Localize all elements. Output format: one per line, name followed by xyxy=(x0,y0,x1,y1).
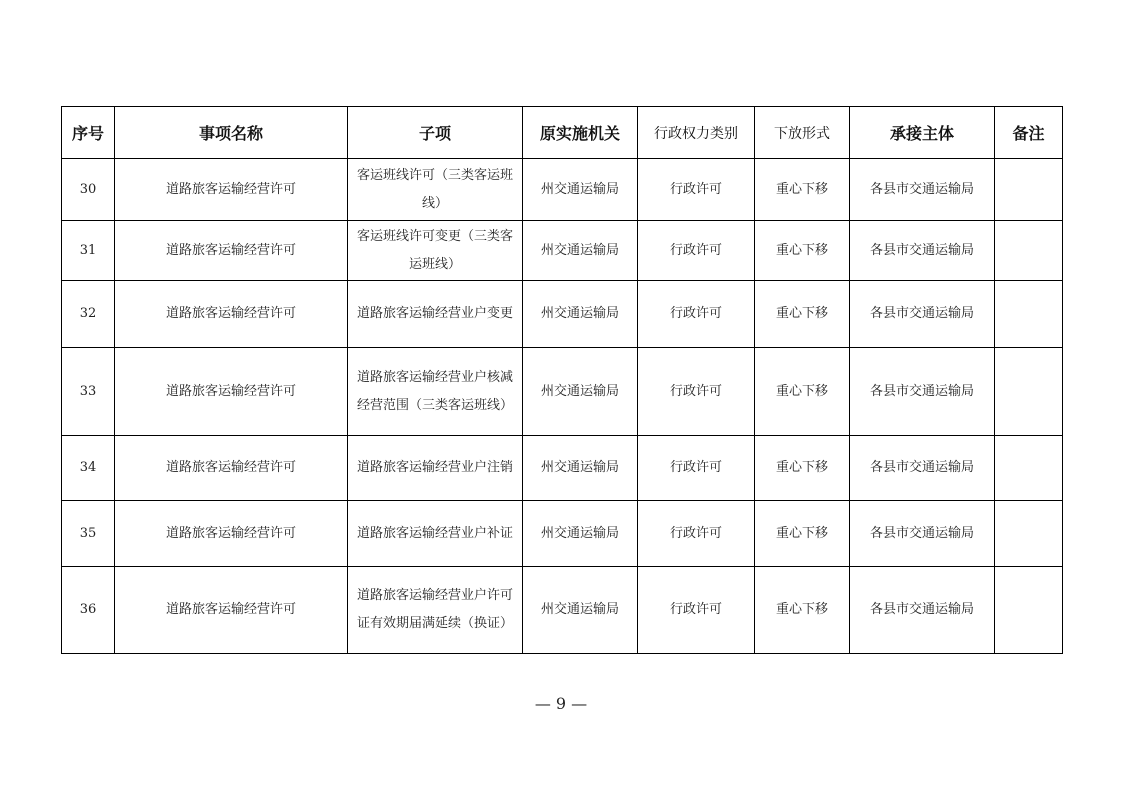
cell-category: 行政许可 xyxy=(638,281,755,348)
cell-note xyxy=(995,159,1063,221)
cell-note xyxy=(995,281,1063,348)
cell-receiver: 各县市交通运输局 xyxy=(850,567,995,654)
cell-agency: 州交通运输局 xyxy=(523,281,638,348)
table-row xyxy=(62,348,1063,436)
cell-sub-item: 道路旅客运输经营业户许可证有效期届满延续（换证） xyxy=(348,567,523,654)
cell-form: 重心下移 xyxy=(755,501,850,567)
cell-agency: 州交通运输局 xyxy=(523,436,638,501)
table-row xyxy=(62,159,1063,221)
header-original-agency: 原实施机关 xyxy=(523,107,638,159)
table-header-row xyxy=(62,107,1063,159)
cell-form: 重心下移 xyxy=(755,567,850,654)
cell-form: 重心下移 xyxy=(755,221,850,281)
cell-form: 重心下移 xyxy=(755,436,850,501)
cell-index: 35 xyxy=(62,501,115,567)
cell-note xyxy=(995,348,1063,436)
cell-form: 重心下移 xyxy=(755,348,850,436)
cell-index: 32 xyxy=(62,281,115,348)
cell-sub-item: 道路旅客运输经营业户核减经营范围（三类客运班线） xyxy=(348,348,523,436)
page-number: — 9 — xyxy=(534,694,588,713)
cell-item-name: 道路旅客运输经营许可 xyxy=(115,281,348,348)
cell-category: 行政许可 xyxy=(638,501,755,567)
cell-index: 34 xyxy=(62,436,115,501)
cell-receiver: 各县市交通运输局 xyxy=(850,281,995,348)
cell-item-name: 道路旅客运输经营许可 xyxy=(115,159,348,221)
cell-sub-item: 客运班线许可（三类客运班线） xyxy=(348,159,523,221)
cell-category: 行政许可 xyxy=(638,159,755,221)
header-sub-item: 子项 xyxy=(348,107,523,159)
cell-receiver: 各县市交通运输局 xyxy=(850,348,995,436)
cell-note xyxy=(995,501,1063,567)
cell-item-name: 道路旅客运输经营许可 xyxy=(115,501,348,567)
cell-form: 重心下移 xyxy=(755,159,850,221)
cell-item-name: 道路旅客运输经营许可 xyxy=(115,436,348,501)
cell-receiver: 各县市交通运输局 xyxy=(850,221,995,281)
cell-item-name: 道路旅客运输经营许可 xyxy=(115,348,348,436)
cell-index: 30 xyxy=(62,159,115,221)
cell-index: 36 xyxy=(62,567,115,654)
cell-item-name: 道路旅客运输经营许可 xyxy=(115,567,348,654)
header-note: 备注 xyxy=(995,107,1063,159)
items-table xyxy=(61,106,1063,654)
table-row xyxy=(62,567,1063,654)
cell-note xyxy=(995,567,1063,654)
cell-category: 行政许可 xyxy=(638,221,755,281)
header-index: 序号 xyxy=(62,107,115,159)
cell-agency: 州交通运输局 xyxy=(523,567,638,654)
cell-note xyxy=(995,221,1063,281)
cell-index: 33 xyxy=(62,348,115,436)
cell-agency: 州交通运输局 xyxy=(523,348,638,436)
cell-index: 31 xyxy=(62,221,115,281)
cell-sub-item: 道路旅客运输经营业户注销 xyxy=(348,436,523,501)
cell-form: 重心下移 xyxy=(755,281,850,348)
table-row xyxy=(62,281,1063,348)
cell-sub-item: 道路旅客运输经营业户补证 xyxy=(348,501,523,567)
header-item-name: 事项名称 xyxy=(115,107,348,159)
cell-agency: 州交通运输局 xyxy=(523,159,638,221)
cell-category: 行政许可 xyxy=(638,348,755,436)
cell-sub-item: 道路旅客运输经营业户变更 xyxy=(348,281,523,348)
cell-category: 行政许可 xyxy=(638,436,755,501)
header-receiver: 承接主体 xyxy=(850,107,995,159)
cell-receiver: 各县市交通运输局 xyxy=(850,436,995,501)
table-row xyxy=(62,221,1063,281)
cell-category: 行政许可 xyxy=(638,567,755,654)
cell-receiver: 各县市交通运输局 xyxy=(850,159,995,221)
cell-sub-item: 客运班线许可变更（三类客运班线） xyxy=(348,221,523,281)
cell-note xyxy=(995,436,1063,501)
cell-agency: 州交通运输局 xyxy=(523,501,638,567)
cell-agency: 州交通运输局 xyxy=(523,221,638,281)
header-power-category: 行政权力类别 xyxy=(638,107,755,159)
table-row xyxy=(62,501,1063,567)
header-delegation-form: 下放形式 xyxy=(755,107,850,159)
table-row xyxy=(62,436,1063,501)
cell-item-name: 道路旅客运输经营许可 xyxy=(115,221,348,281)
cell-receiver: 各县市交通运输局 xyxy=(850,501,995,567)
